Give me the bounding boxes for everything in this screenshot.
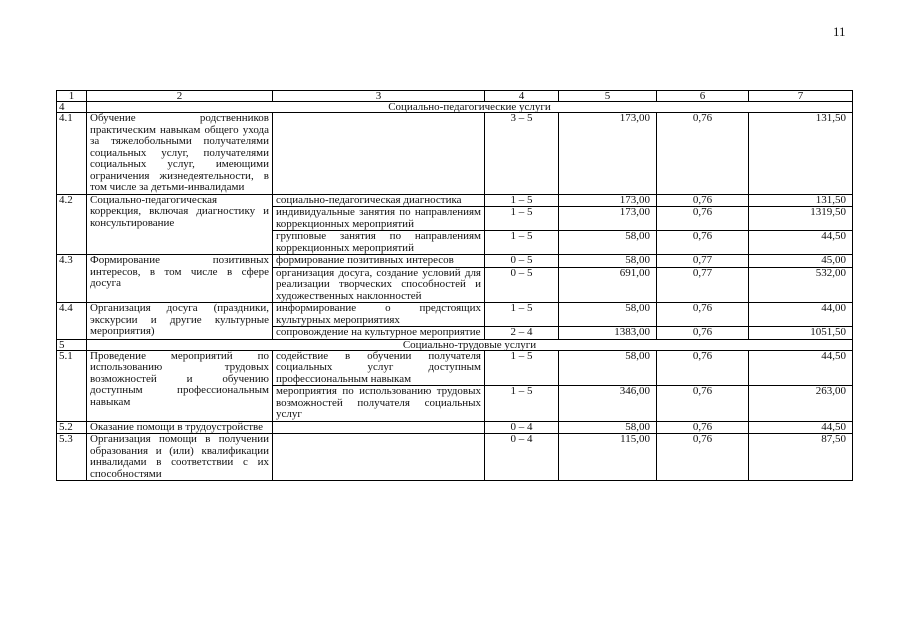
table-row xyxy=(57,194,853,207)
service-description xyxy=(273,113,485,195)
coefficient-cell: 0,76 xyxy=(657,350,749,386)
coefficient-cell: 0,76 xyxy=(657,434,749,481)
item-number: 4.3 xyxy=(57,255,87,303)
header-cell: 1 xyxy=(57,91,87,102)
service-description: индивидуальные занятия по направлениям коррекционных мероприятий xyxy=(273,207,485,231)
price-cell: 1383,00 xyxy=(559,327,657,340)
section-number: 5 xyxy=(57,339,87,350)
service-description: мероприятия по использованию трудовых возможностей получателя социальных услуг xyxy=(273,386,485,422)
service-description: социально-педагогическая диагностика xyxy=(273,194,485,207)
price-cell: 58,00 xyxy=(559,231,657,255)
service-name: Формирование позитивных интересов, в том числе в сфере досуга xyxy=(87,255,273,303)
total-cell: 45,00 xyxy=(749,255,853,268)
period-cell: 1 – 5 xyxy=(485,303,559,327)
period-cell: 1 – 5 xyxy=(485,231,559,255)
header-cell: 6 xyxy=(657,91,749,102)
item-number: 4.1 xyxy=(57,113,87,195)
coefficient-cell: 0,76 xyxy=(657,386,749,422)
price-cell: 58,00 xyxy=(559,303,657,327)
table-row xyxy=(57,434,853,481)
period-cell: 0 – 5 xyxy=(485,255,559,268)
service-name: Организация помощи в получении образования и (или) квалификации инвалидами в соответствии с их способностями xyxy=(87,434,273,481)
total-cell: 263,00 xyxy=(749,386,853,422)
section-number: 4 xyxy=(57,102,87,113)
period-cell: 1 – 5 xyxy=(485,194,559,207)
total-cell: 131,50 xyxy=(749,194,853,207)
item-number: 4.2 xyxy=(57,194,87,255)
section-row xyxy=(57,339,853,350)
total-cell: 532,00 xyxy=(749,267,853,303)
section-title: Социально-педагогические услуги xyxy=(87,102,853,113)
page-number: 11 xyxy=(833,24,846,39)
total-cell: 1319,50 xyxy=(749,207,853,231)
period-cell: 1 – 5 xyxy=(485,386,559,422)
service-description: содействие в обучении получателя социальных услуг доступным профессиональным навыкам xyxy=(273,350,485,386)
price-cell: 346,00 xyxy=(559,386,657,422)
period-cell: 1 – 5 xyxy=(485,207,559,231)
total-cell: 44,50 xyxy=(749,231,853,255)
service-name: Оказание помощи в трудоустройстве xyxy=(87,421,273,434)
price-cell: 173,00 xyxy=(559,207,657,231)
coefficient-cell: 0,77 xyxy=(657,267,749,303)
service-description: сопровождение на культурное мероприятие xyxy=(273,327,485,340)
coefficient-cell: 0,77 xyxy=(657,255,749,268)
price-cell: 58,00 xyxy=(559,350,657,386)
price-cell: 173,00 xyxy=(559,194,657,207)
header-cell: 4 xyxy=(485,91,559,102)
item-number: 5.3 xyxy=(57,434,87,481)
table-row xyxy=(57,350,853,386)
price-cell: 58,00 xyxy=(559,255,657,268)
item-number: 4.4 xyxy=(57,303,87,340)
header-cell: 5 xyxy=(559,91,657,102)
total-cell: 44,50 xyxy=(749,421,853,434)
service-description xyxy=(273,421,485,434)
total-cell: 131,50 xyxy=(749,113,853,195)
period-cell: 0 – 5 xyxy=(485,267,559,303)
section-title: Социально-трудовые услуги xyxy=(87,339,853,350)
coefficient-cell: 0,76 xyxy=(657,327,749,340)
header-cell: 3 xyxy=(273,91,485,102)
total-cell: 44,00 xyxy=(749,303,853,327)
table-row xyxy=(57,421,853,434)
service-name: Проведение мероприятий по использованию трудовых возможностей и обучению доступным профессиональным навыкам xyxy=(87,350,273,421)
table-row xyxy=(57,113,853,195)
total-cell: 87,50 xyxy=(749,434,853,481)
coefficient-cell: 0,76 xyxy=(657,194,749,207)
section-row xyxy=(57,102,853,113)
services-table xyxy=(56,90,853,481)
coefficient-cell: 0,76 xyxy=(657,207,749,231)
price-cell: 58,00 xyxy=(559,421,657,434)
item-number: 5.2 xyxy=(57,421,87,434)
service-name: Социально-педагогическая коррекция, включая диагностику и консультирование xyxy=(87,194,273,255)
item-number: 5.1 xyxy=(57,350,87,421)
period-cell: 0 – 4 xyxy=(485,434,559,481)
coefficient-cell: 0,76 xyxy=(657,231,749,255)
total-cell: 44,50 xyxy=(749,350,853,386)
service-description: информирование о предстоящих культурных мероприятиях xyxy=(273,303,485,327)
period-cell: 3 – 5 xyxy=(485,113,559,195)
period-cell: 1 – 5 xyxy=(485,350,559,386)
coefficient-cell: 0,76 xyxy=(657,113,749,195)
service-name: Организация досуга (праздники, экскурсии и другие культурные мероприятия) xyxy=(87,303,273,340)
header-cell: 7 xyxy=(749,91,853,102)
period-cell: 2 – 4 xyxy=(485,327,559,340)
service-description xyxy=(273,434,485,481)
service-description: организация досуга, создание условий для реализации творческих способностей и художественных наклонностей xyxy=(273,267,485,303)
price-cell: 115,00 xyxy=(559,434,657,481)
coefficient-cell: 0,76 xyxy=(657,421,749,434)
table-row xyxy=(57,303,853,327)
price-cell: 691,00 xyxy=(559,267,657,303)
header-cell: 2 xyxy=(87,91,273,102)
price-cell: 173,00 xyxy=(559,113,657,195)
period-cell: 0 – 4 xyxy=(485,421,559,434)
service-description: групповые занятия по направлениям коррекционных мероприятий xyxy=(273,231,485,255)
coefficient-cell: 0,76 xyxy=(657,303,749,327)
table-row xyxy=(57,255,853,268)
total-cell: 1051,50 xyxy=(749,327,853,340)
service-description: формирование позитивных интересов xyxy=(273,255,485,268)
table-header-row xyxy=(57,91,853,102)
service-name: Обучение родственников практическим навыкам общего ухода за тяжелобольными получателями социальных услуг, получателями социальных услуг, имеющими ограничения жизнедеятельности, в том числе за детьми-инвалидами xyxy=(87,113,273,195)
